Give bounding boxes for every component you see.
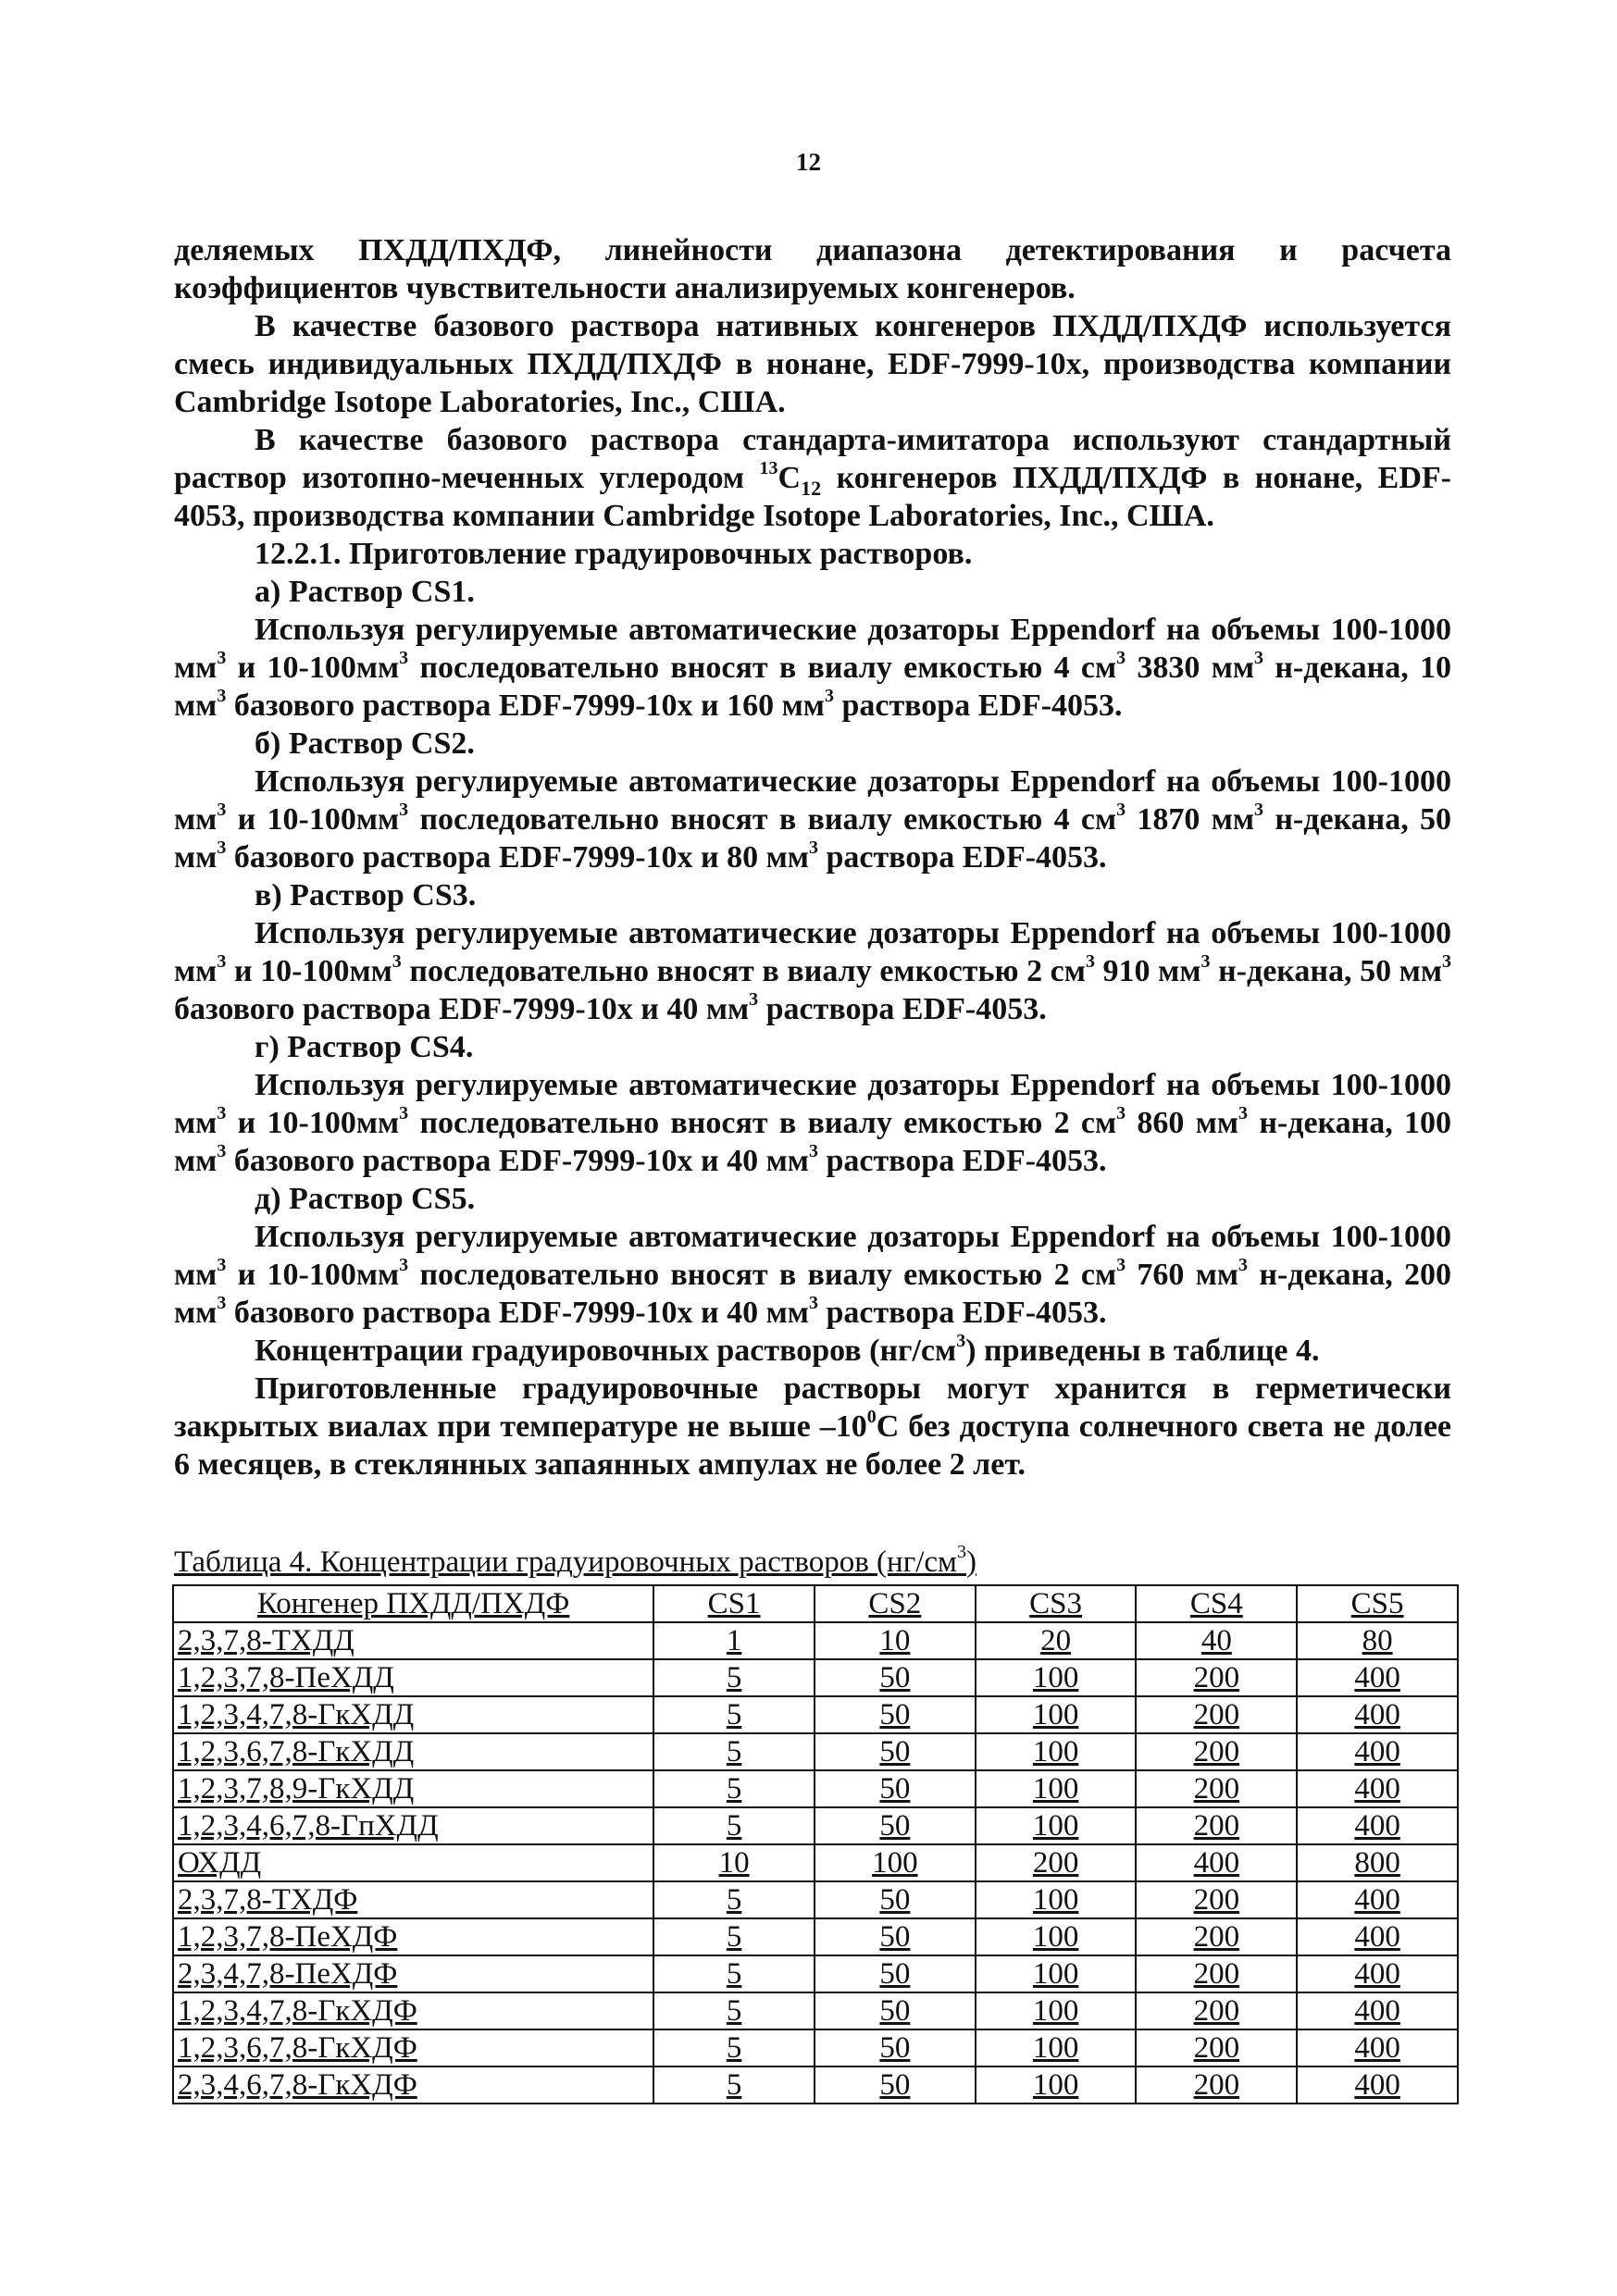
concentration-cell: 100 [976, 1881, 1137, 1918]
table-row [173, 1881, 1458, 1918]
column-header-cs2: CS2 [815, 1585, 976, 1622]
concentration-cell: 50 [815, 1881, 976, 1918]
column-header-congener: Конгенер ПХДД/ПХДФ [173, 1585, 653, 1622]
congener-name-cell: 1,2,3,7,8,9-ГкХДД [173, 1770, 653, 1807]
congener-name-cell: ОХДД [173, 1844, 653, 1881]
concentration-cell: 200 [1136, 1807, 1297, 1844]
solution-cs3-text: Используя регулируемые автоматические дозаторы Eppendorf на объемы 100-1000 $мм^3$ и $10-100мм^3$ последовательно вносят в виалу емкостью 2 $см^3$ 910 $мм^3$ н-декана, 50 $мм^3$ базового раствора EDF-7999-10x и 40 $мм^3$ раствора EDF-4053. [174, 916, 1451, 1026]
concentration-cell: 50 [815, 2066, 976, 2104]
concentration-cell: 200 [1136, 1955, 1297, 1992]
concentration-cell: 400 [1297, 1659, 1458, 1696]
concentration-cell: 400 [1297, 1696, 1458, 1733]
table-row [173, 1659, 1458, 1696]
congener-name-cell: 1,2,3,6,7,8-ГкХДФ [173, 2029, 653, 2066]
concentration-cell: 400 [1297, 2066, 1458, 2104]
section-heading: 12.2.1. Приготовление градуировочных растворов. [255, 537, 973, 571]
congener-name-cell: 2,3,4,6,7,8-ГкХДФ [173, 2066, 653, 2104]
concentration-cell: 400 [1297, 1992, 1458, 2029]
congener-name-cell: 1,2,3,4,7,8-ГкХДД [173, 1696, 653, 1733]
concentration-cell: 400 [1297, 1770, 1458, 1807]
table-row [173, 1918, 1458, 1955]
concentration-cell: 400 [1297, 1918, 1458, 1955]
body-text [174, 231, 1451, 1483]
concentration-cell: 5 [653, 1881, 815, 1918]
concentration-cell: 200 [1136, 2066, 1297, 2104]
concentration-cell: 5 [653, 1918, 815, 1955]
concentration-cell: 400 [1297, 1955, 1458, 1992]
table-row [173, 1622, 1458, 1659]
table-row [173, 1807, 1458, 1844]
concentration-cell: 50 [815, 1955, 976, 1992]
table-caption: Таблица 4. Концентрации градуировочных растворов $(нг/см^3)$ [174, 1542, 976, 1579]
congener-name-cell: 2,3,7,8-ТХДФ [173, 1881, 653, 1918]
concentration-cell: 100 [976, 1955, 1137, 1992]
concentration-cell: 5 [653, 2066, 815, 2104]
concentration-cell: 100 [976, 1696, 1137, 1733]
column-header-cs4: CS4 [1136, 1585, 1297, 1622]
concentration-cell: 100 [815, 1844, 976, 1881]
concentration-cell: 200 [1136, 1733, 1297, 1770]
concentration-cell: 200 [1136, 1696, 1297, 1733]
concentration-cell: 5 [653, 1696, 815, 1733]
concentration-cell: 400 [1297, 1807, 1458, 1844]
concentration-cell: 10 [653, 1844, 815, 1881]
concentration-cell: 50 [815, 1696, 976, 1733]
concentration-cell: 100 [976, 1770, 1137, 1807]
concentration-cell: 5 [653, 2029, 815, 2066]
superscript: 13 [759, 457, 778, 478]
congener-name-cell: 1,2,3,4,7,8-ГкХДФ [173, 1992, 653, 2029]
congener-name-cell: 1,2,3,7,8-ПеХДФ [173, 1918, 653, 1955]
concentration-cell: 50 [815, 1918, 976, 1955]
solution-cs4-heading: г) Раствор CS4. [255, 1030, 474, 1064]
concentration-cell: 100 [976, 1807, 1137, 1844]
concentration-cell: 200 [1136, 1770, 1297, 1807]
concentration-cell: 200 [976, 1844, 1137, 1881]
concentration-cell: 50 [815, 1659, 976, 1696]
concentration-cell: 5 [653, 1659, 815, 1696]
paragraph-native-congeners: В качестве базового раствора нативных конгенеров ПХДД/ПХДФ используется смесь индивидуальных ПХДД/ПХДФ в нонане, EDF-7999-10x, производства компании Cambridge Isotope Laboratories, Inc., США. [174, 309, 1451, 419]
concentration-cell: 100 [976, 2029, 1137, 2066]
page-number: 12 [796, 148, 821, 176]
concentration-table [172, 1584, 1459, 2104]
text-run: C [777, 461, 802, 495]
concentration-cell: 800 [1297, 1844, 1458, 1881]
concentration-cell: 100 [976, 2066, 1137, 2104]
paragraph-continuation: деляемых ПХДД/ПХДФ, линейности диапазона детектирования и расчета коэффициентов чувствительности анализируемых конгенеров. [174, 233, 1451, 305]
table-row [173, 1955, 1458, 1992]
solution-cs1-heading: а) Раствор CS1. [255, 575, 475, 609]
concentration-cell: 20 [976, 1622, 1137, 1659]
concentration-cell: 5 [653, 1770, 815, 1807]
solution-cs2-text: Используя регулируемые автоматические дозаторы Eppendorf на объемы 100-1000 $мм^3$ и $10-100мм^3$ последовательно вносят в виалу емкостью 4 $см^3$ 1870 $мм^3$ н-декана, 50 $мм^3$ базового раствора EDF-7999-10x и 80 $мм^3$ раствора EDF-4053. [174, 764, 1452, 875]
concentration-cell: 5 [653, 1807, 815, 1844]
concentration-cell: 200 [1136, 2029, 1297, 2066]
table-row [173, 1992, 1458, 2029]
congener-name-cell: 2,3,4,7,8-ПеХДФ [173, 1955, 653, 1992]
concentration-cell: 10 [815, 1622, 976, 1659]
table-row [173, 2066, 1458, 2104]
table-row [173, 1844, 1458, 1881]
concentration-cell: 100 [976, 1992, 1137, 2029]
concentration-cell: 200 [1136, 1992, 1297, 2029]
column-header-cs3: CS3 [976, 1585, 1137, 1622]
concentration-cell: 50 [815, 2029, 976, 2066]
congener-name-cell: 1,2,3,7,8-ПеХДД [173, 1659, 653, 1696]
concentration-cell: 50 [815, 1770, 976, 1807]
concentration-cell: 5 [653, 1733, 815, 1770]
congener-name-cell: 1,2,3,6,7,8-ГкХДД [173, 1733, 653, 1770]
table-row [173, 2029, 1458, 2066]
concentration-cell: 50 [815, 1733, 976, 1770]
concentration-reference: Концентрации градуировочных растворов $(нг/см^3)$ приведены в таблице 4. [255, 1330, 1320, 1368]
concentration-cell: 400 [1297, 1881, 1458, 1918]
concentration-cell: 5 [653, 1992, 815, 2029]
solution-cs5-heading: д) Раствор CS5. [255, 1182, 476, 1216]
concentration-cell: 1 [653, 1622, 815, 1659]
table-header-row [173, 1585, 1458, 1622]
solution-cs4-text: Используя регулируемые автоматические дозаторы Eppendorf на объемы 100-1000 $мм^3$ и $10-100мм^3$ последовательно вносят в виалу емкостью 2 $см^3$ 860 $мм^3$ н-декана, 100 $мм^3$ базового раствора EDF-7999-10x и 40 $мм^3$ раствора EDF-4053. [174, 1068, 1452, 1178]
concentration-cell: 100 [976, 1733, 1137, 1770]
solution-cs1-text: Используя регулируемые автоматические дозаторы Eppendorf на объемы 100-1000 $мм^3$ и $10-100мм^3$ последовательно вносят в виалу емкостью 4 $см^3$ 3830 $мм^3$ н-декана, 10 $мм^3$ базового раствора EDF-7999-10x и 160 $мм^3$ раствора EDF-4053. [174, 613, 1452, 723]
column-header-cs5: CS5 [1297, 1585, 1458, 1622]
concentration-cell: 200 [1136, 1881, 1297, 1918]
column-header-cs1: CS1 [653, 1585, 815, 1622]
text-run: конгенеров ПХДД/ПХДФ в нонане, EDF-4053, производства компании Cambridge Isotope Laboratories, Inc., США. [174, 461, 1451, 533]
concentration-cell: 80 [1297, 1622, 1458, 1659]
concentration-cell: 100 [976, 1918, 1137, 1955]
congener-name-cell: 2,3,7,8-ТХДД [173, 1622, 653, 1659]
table-row [173, 1733, 1458, 1770]
text-run: В качестве базового раствора стандарта-имитатора используют стандартный раствор изотопно-меченных углеродом [174, 423, 1451, 495]
solution-cs3-heading: в) Раствор CS3. [255, 878, 477, 912]
concentration-cell: 5 [653, 1955, 815, 1992]
subscript: 12 [801, 476, 822, 500]
table-row [173, 1770, 1458, 1807]
table-row [173, 1696, 1458, 1733]
concentration-cell: 200 [1136, 1659, 1297, 1696]
concentration-cell: 50 [815, 1807, 976, 1844]
concentration-cell: 400 [1297, 2029, 1458, 2066]
concentration-cell: 200 [1136, 1918, 1297, 1955]
congener-name-cell: 1,2,3,4,6,7,8-ГпХДД [173, 1807, 653, 1844]
concentration-cell: 400 [1297, 1733, 1458, 1770]
concentration-cell: 50 [815, 1992, 976, 2029]
paragraph-surrogate-standard [174, 421, 1451, 535]
concentration-cell: 100 [976, 1659, 1137, 1696]
solution-cs5-text: Используя регулируемые автоматические дозаторы Eppendorf на объемы 100-1000 $мм^3$ и $10-100мм^3$ последовательно вносят в виалу емкостью 2 $см^3$ 760 $мм^3$ н-декана, 200 $мм^3$ базового раствора EDF-7999-10x и 40 $мм^3$ раствора EDF-4053. [174, 1220, 1452, 1330]
concentration-cell: 40 [1136, 1622, 1297, 1659]
concentration-cell: 400 [1136, 1844, 1297, 1881]
storage-conditions: Приготовленные градуировочные растворы могут хранится в герметически закрытых виалах при температуре не выше $-10^0С$ без доступа солнечного света не долее 6 месяцев, в стеклянных запаянных ампулах не более 2 лет. [174, 1371, 1452, 1482]
solution-cs2-heading: б) Раствор CS2. [255, 726, 475, 761]
